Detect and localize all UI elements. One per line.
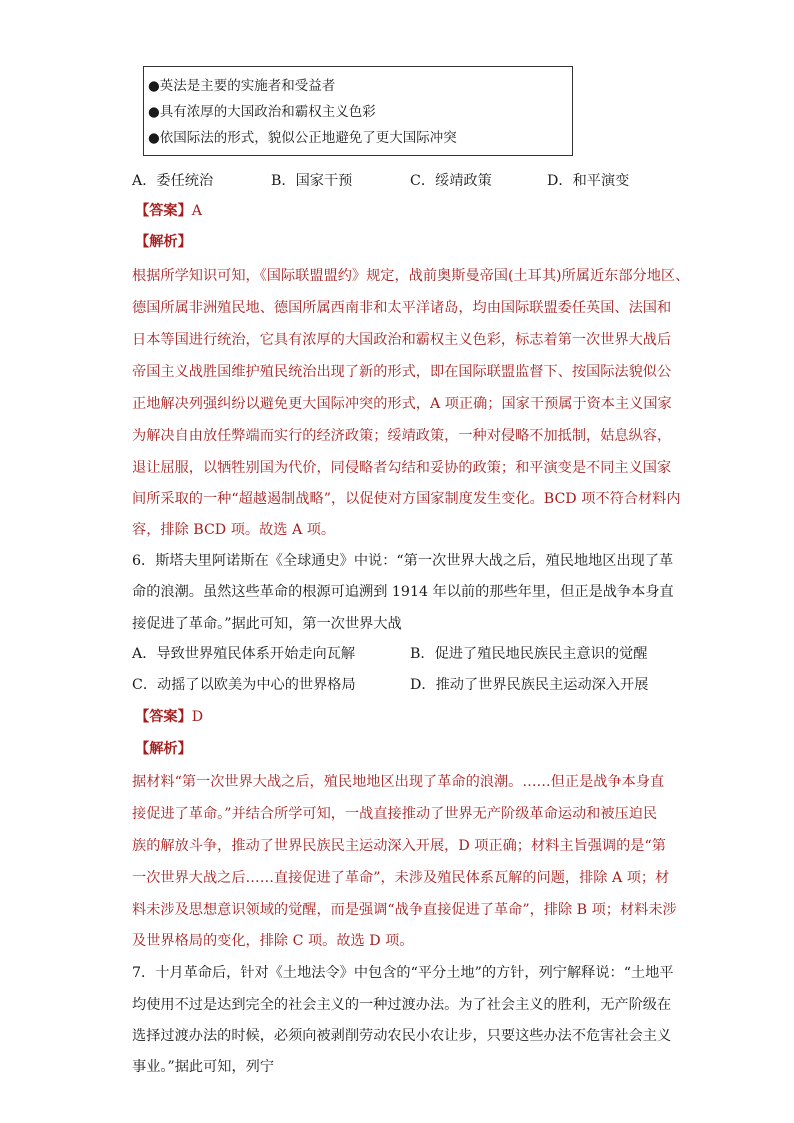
q5-analysis-line: 为解决自由放任弊端而实行的经济政策；绥靖政策，一种对侵略不加抵制，姑息纵容， [132, 428, 672, 444]
q6-option-a: A．导致世界殖民体系开始走向瓦解 [132, 646, 356, 662]
q5-analysis-line: 根据所学知识可知，《国际联盟盟约》规定，战前奥斯曼帝国(土耳其)所属近东部分地区、 [132, 268, 690, 284]
answer-value: A [191, 203, 203, 219]
q5-analysis-line: 日本等国进行统治，它具有浓厚的大国政治和霸权主义色彩，标志着第一次世界大战后 [132, 332, 672, 348]
q6-stem-line: 命的浪潮。虽然这些革命的根源可追溯到 1914 年以前的那些年里，但正是战争本身直 [132, 584, 674, 600]
q6-analysis-line: 及世界格局的变化，排除 C 项。故选 D 项。 [132, 933, 414, 949]
q7-stem-line: 均使用不过是达到完全的社会主义的一种过渡办法。为了社会主义的胜利，无产阶级在 [132, 997, 672, 1013]
q7-stem-line: 事业。”据此可知，列宁 [132, 1059, 275, 1075]
q5-analysis-line: 间所采取的一种“超越遏制战略”，以促使对方国家制度发生变化。BCD 项不符合材料内 [132, 491, 681, 507]
material-bullet: ●依国际法的形式，貌似公正地避免了更大国际冲突 [148, 130, 457, 146]
material-bullet: ●具有浓厚的大国政治和霸权主义色彩 [148, 104, 376, 120]
q5-option-a: A．委任统治 [132, 173, 214, 189]
q5-analysis-line: 容，排除 BCD 项。故选 A 项。 [132, 522, 336, 538]
q6-answer [135, 705, 203, 729]
q7-stem-line: 7．十月革命后，针对《土地法令》中包含的“平分土地”的方针，列宁解释说：“土地平 [132, 965, 674, 981]
analysis-label: 【解析】 [135, 234, 192, 250]
q6-stem-line: 6．斯塔夫里阿诺斯在《全球通史》中说：“第一次世界大战之后，殖民地地区出现了革 [132, 553, 674, 569]
q6-analysis-line: 料未涉及思想意识领域的觉醒，而是强调“战争直接促进了革命”，排除 B 项；材料未涉 [132, 902, 677, 918]
q6-stem-line: 接促进了革命。”据此可知，第一次世界大战 [132, 616, 402, 632]
q5-option-b: B．国家干预 [271, 173, 353, 189]
q6-option-b: B．促进了殖民地民族民主意识的觉醒 [410, 646, 648, 662]
q6-analysis-label [135, 737, 192, 761]
q5-analysis-line: 帝国主义战胜国维护殖民统治出现了新的形式，即在国际联盟监督下、按国际法貌似公 [132, 364, 672, 380]
q7-stem-line: 选择过渡办法的时候，必须向被剥削劳动农民小农让步，只要这些办法不危害社会主义 [132, 1028, 672, 1044]
q6-analysis-line: 接促进了革命。”并结合所学可知，一战直接推动了世界无产阶级革命运动和被压迫民 [132, 806, 658, 822]
analysis-label: 【解析】 [135, 741, 192, 757]
material-box [143, 66, 573, 156]
q5-analysis-label [135, 230, 192, 254]
q5-analysis-line: 正地解决列强纠纷以避免更大国际冲突的形式，A 项正确；国家干预属于资本主义国家 [132, 396, 672, 412]
q5-option-d: D．和平演变 [547, 173, 630, 189]
q6-option-d: D．推动了世界民族民主运动深入开展 [410, 677, 649, 693]
q5-option-c: C．绥靖政策 [410, 173, 492, 189]
q6-analysis-line: 一次世界大战之后……直接促进了革命”，未涉及殖民体系瓦解的问题，排除 A 项；材 [132, 870, 670, 886]
q5-analysis-line: 德国所属非洲殖民地、德国所属西南非和太平洋诸岛，均由国际联盟委任英国、法国和 [132, 300, 672, 316]
answer-label: 【答案】 [135, 203, 192, 219]
q6-analysis-line: 族的解放斗争，推动了世界民族民主运动深入开展，D 项正确；材料主旨强调的是“第 [132, 838, 666, 854]
q6-analysis-line: 据材料“第一次世界大战之后，殖民地地区出现了革命的浪潮。……但正是战争本身直 [132, 774, 665, 790]
answer-value: D [191, 709, 204, 725]
answer-label: 【答案】 [135, 709, 192, 725]
q5-answer [135, 199, 202, 223]
material-bullet: ●英法是主要的实施者和受益者 [148, 78, 336, 94]
q5-analysis-line: 退让屈服，以牺牲别国为代价，同侵略者勾结和妥协的政策；和平演变是不同主义国家 [132, 460, 672, 476]
q6-option-c: C．动摇了以欧美为中心的世界格局 [132, 677, 356, 693]
